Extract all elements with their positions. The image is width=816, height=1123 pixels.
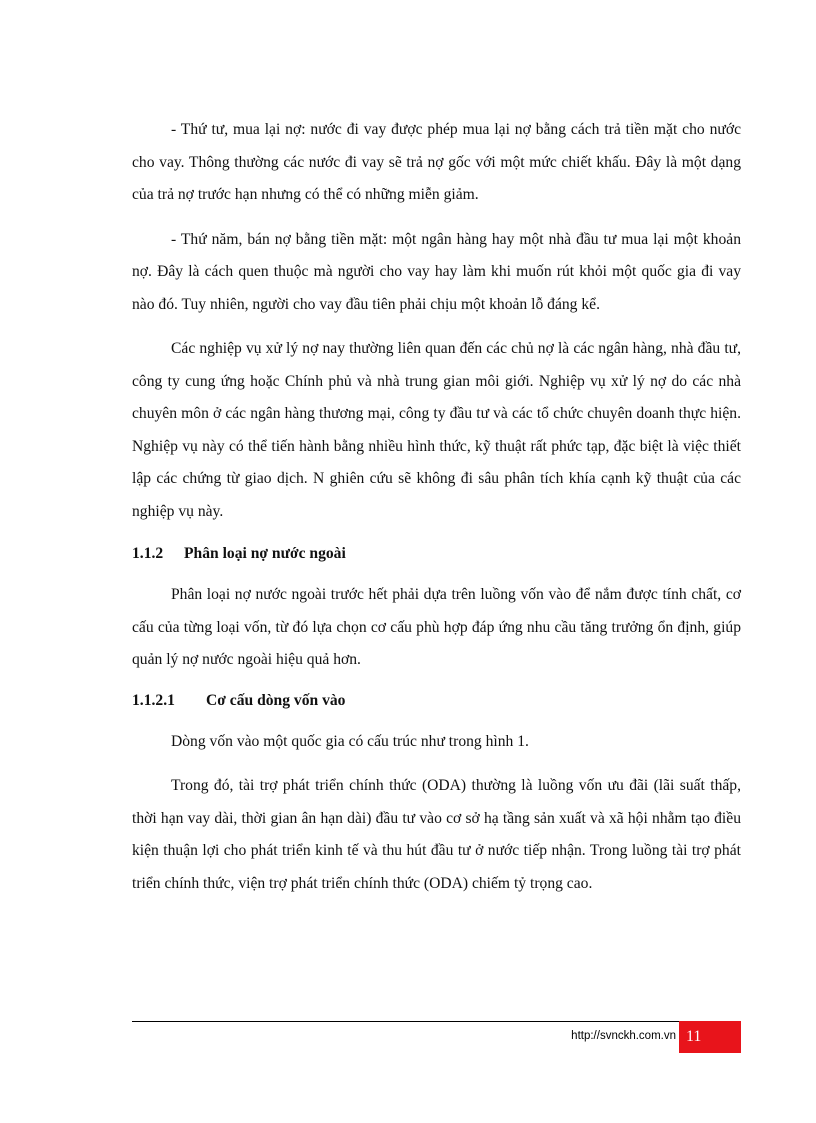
footer-url: http://svnckh.com.vn — [571, 1030, 676, 1042]
section-heading-1-1-2-1 — [132, 685, 741, 717]
section-number: 1.1.2 — [132, 545, 164, 562]
paragraph-sell-debt-cash: - Thứ năm, bán nợ bằng tiền mặt: một ngân hàng hay một nhà đầu tư mua lại một khoản nợ. Đây là cách quen thuộc mà người cho vay hay làm khi muốn rút khỏi một quốc gia đi vay nào đó. Tuy nhiên, người cho vay đầu tiên phải chịu một khoản lỗ đáng kể. — [132, 230, 741, 313]
page-body — [132, 114, 741, 913]
subsection-number: 1.1.2.1 — [132, 691, 175, 709]
paragraph-oda: Trong đó, tài trợ phát triển chính thức (ODA) thường là luồng vốn ưu đãi (lãi suất thấp, thời hạn vay dài, thời gian ân hạn dài) đầu tư vào cơ sở hạ tầng sản xuất và xã hội nhằm tạo điều kiện thuận lợi cho phát triển kinh tế và thu hút đầu tư ở nước tiếp nhận. Trong luồng tài trợ phát triển chính thức, viện trợ phát triển chính thức (ODA) chiếm tỷ trọng cao. — [132, 777, 741, 892]
page-number-badge: 11 — [679, 1021, 741, 1053]
footer-divider — [132, 1021, 741, 1022]
section-title: Phân loại nợ nước ngoài — [184, 545, 346, 562]
paragraph-buy-back-debt: - Thứ tư, mua lại nợ: nước đi vay được phép mua lại nợ bằng cách trả tiền mặt cho nước cho vay. Thông thường các nước đi vay sẽ trả nợ gốc với một mức chiết khấu. Đây là một dạng của trả nợ trước hạn nhưng có thể có những miễn giảm. — [132, 121, 741, 203]
subsection-title: Cơ cấu dòng vốn vào — [206, 691, 346, 709]
section-heading-1-1-2 — [132, 538, 741, 570]
paragraph-classification: Phân loại nợ nước ngoài trước hết phải dựa trên luồng vốn vào để nắm được tính chất, cơ cấu của từng loại vốn, từ đó lựa chọn cơ cấu phù hợp đáp ứng nhu cầu tăng trưởng ổn định, giúp quản lý nợ nước ngoài hiệu quả hơn. — [132, 586, 741, 668]
paragraph-debt-operations: Các nghiệp vụ xử lý nợ nay thường liên quan đến các chủ nợ là các ngân hàng, nhà đầu tư, công ty cung ứng hoặc Chính phủ và nhà trung gian môi giới. Nghiệp vụ xử lý nợ do các nhà chuyên môn ở các ngân hàng thương mại, công ty đầu tư và các tổ chức chuyên doanh thực hiện. Nghiệp vụ này có thể tiến hành bằng nhiều hình thức, kỹ thuật rất phức tạp, đặc biệt là việc thiết lập các chứng từ giao dịch. N ghiên cứu sẽ không đi sâu phân tích khía cạnh kỹ thuật của các nghiệp vụ này. — [132, 340, 741, 520]
paragraph-capital-inflow: Dòng vốn vào một quốc gia có cấu trúc như trong hình 1. — [171, 732, 529, 750]
